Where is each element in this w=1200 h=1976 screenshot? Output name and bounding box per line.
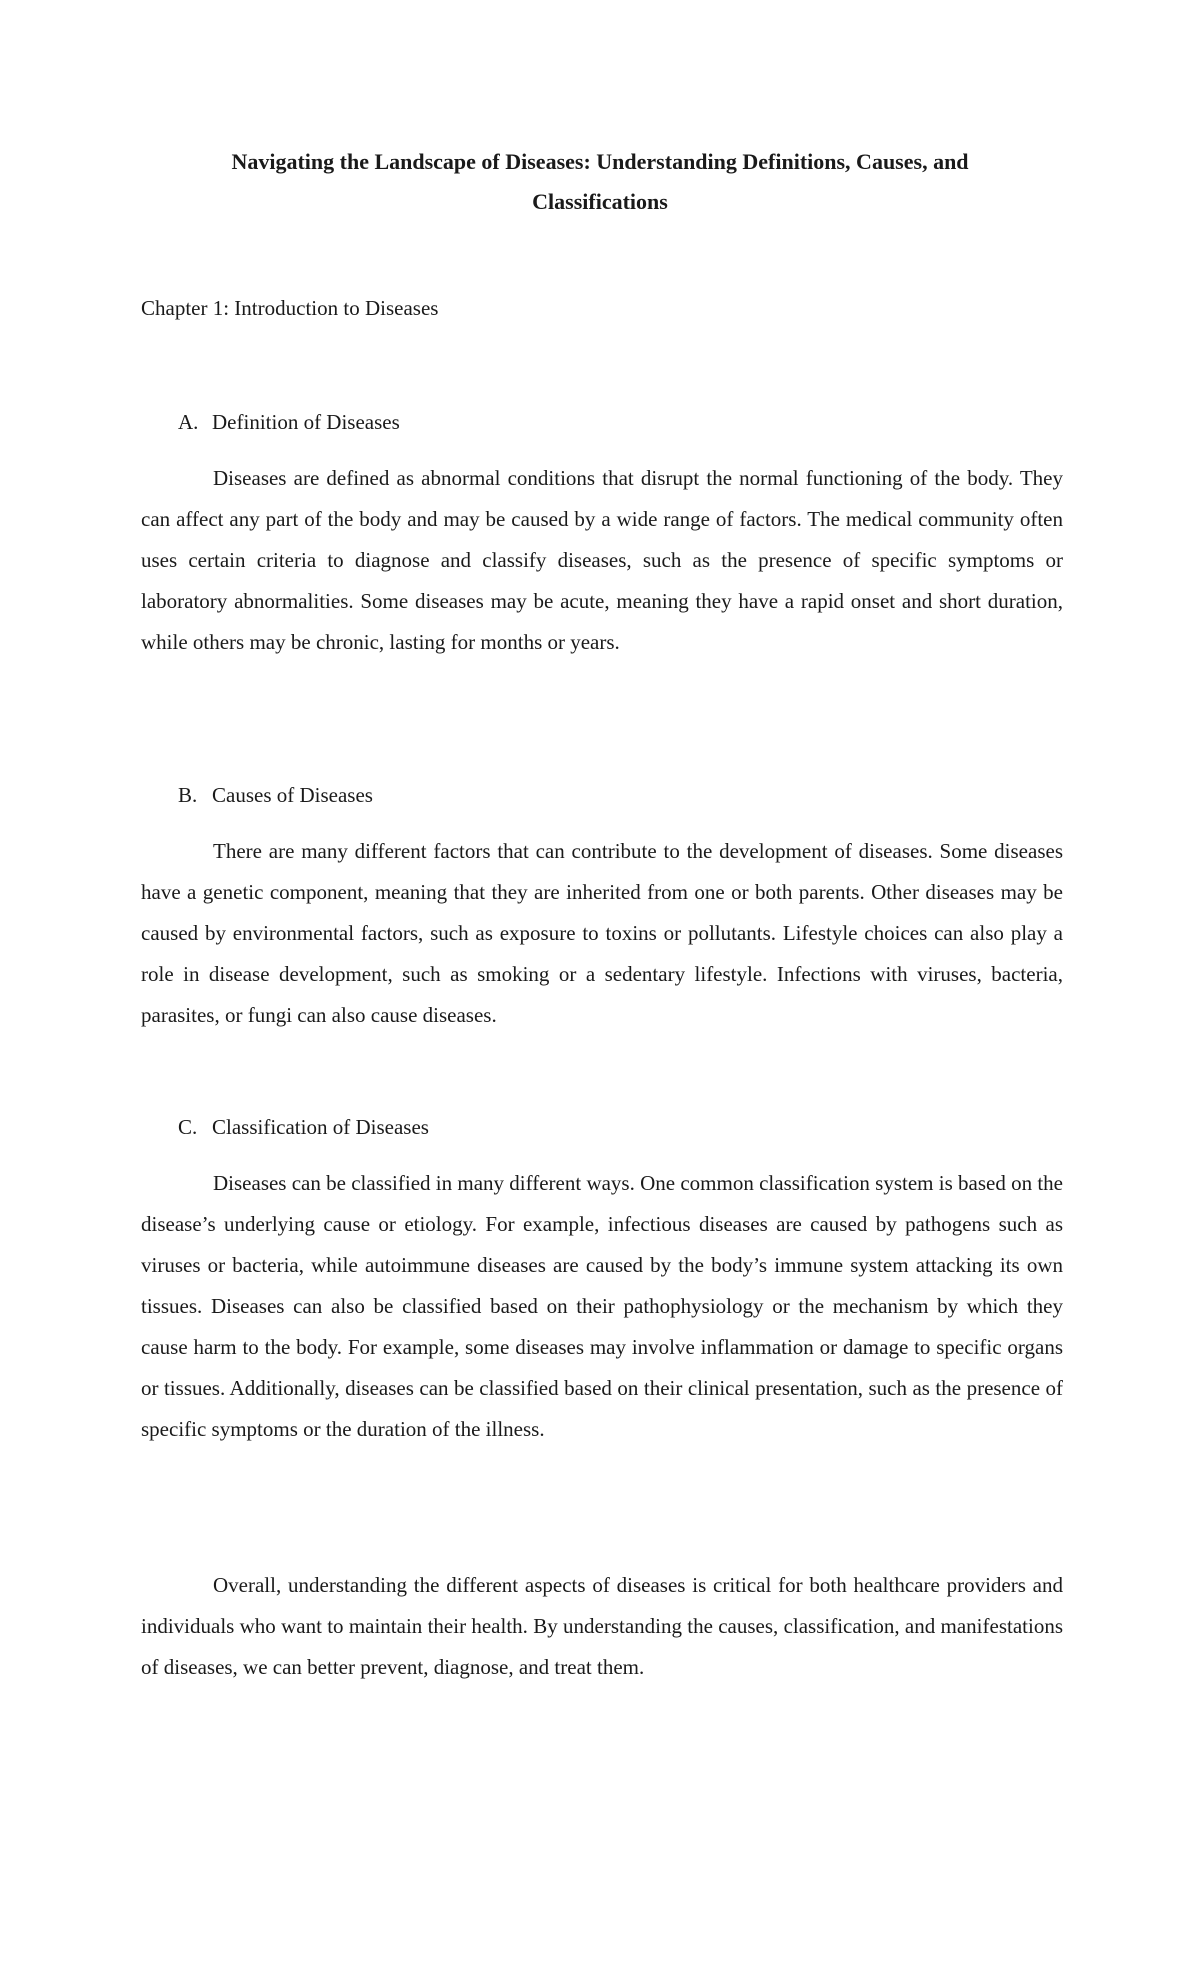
section-heading-definition	[178, 407, 400, 437]
chapter-heading: Chapter 1: Introduction to Diseases	[141, 296, 439, 320]
section-heading-text: Definition of Diseases	[212, 410, 400, 434]
section-marker: B.	[178, 783, 198, 807]
section-paragraph-causes: There are many different factors that can contribute to the development of diseases. Some diseases have a genetic component, meaning that they are inherited from one or both parents. Other diseases may be caused by environmental factors, such as exposure to toxins or pollutants. Lifestyle choices can also play a role in disease development, such as smoking or a sedentary lifestyle. Infections with viruses, bacteria, parasites, or fungi can also cause diseases.	[141, 839, 1063, 1027]
section-marker: C.	[178, 1115, 198, 1139]
section-marker: A.	[178, 410, 199, 434]
section-paragraph-classification: Diseases can be classified in many different ways. One common classification system is based on the disease’s underlying cause or etiology. For example, infectious diseases are caused by pathogens such as viruses or bacteria, while autoimmune diseases are caused by the body’s immune system attacking its own tissues. Diseases can also be classified based on their pathophysiology or the mechanism by which they cause harm to the body. For example, some diseases may involve inflammation or damage to specific organs or tissues. Additionally, diseases can be classified based on their clinical presentation, such as the presence of specific symptoms or the duration of the illness.	[141, 1171, 1063, 1441]
section-heading-causes	[178, 780, 373, 810]
section-heading-classification	[178, 1112, 429, 1142]
section-heading-text: Causes of Diseases	[212, 783, 373, 807]
document-title: Navigating the Landscape of Diseases: Understanding Definitions, Causes, and Classifications	[231, 149, 969, 214]
section-heading-text: Classification of Diseases	[212, 1115, 429, 1139]
section-paragraph-definition: Diseases are defined as abnormal conditions that disrupt the normal functioning of the body. They can affect any part of the body and may be caused by a wide range of factors. The medical community often uses certain criteria to diagnose and classify diseases, such as the presence of specific symptoms or laboratory abnormalities. Some diseases may be acute, meaning they have a rapid onset and short duration, while others may be chronic, lasting for months or years.	[141, 466, 1063, 654]
conclusion-paragraph: Overall, understanding the different aspects of diseases is critical for both healthcare providers and individuals who want to maintain their health. By understanding the causes, classification, and manifestations of diseases, we can better prevent, diagnose, and treat them.	[141, 1573, 1063, 1679]
